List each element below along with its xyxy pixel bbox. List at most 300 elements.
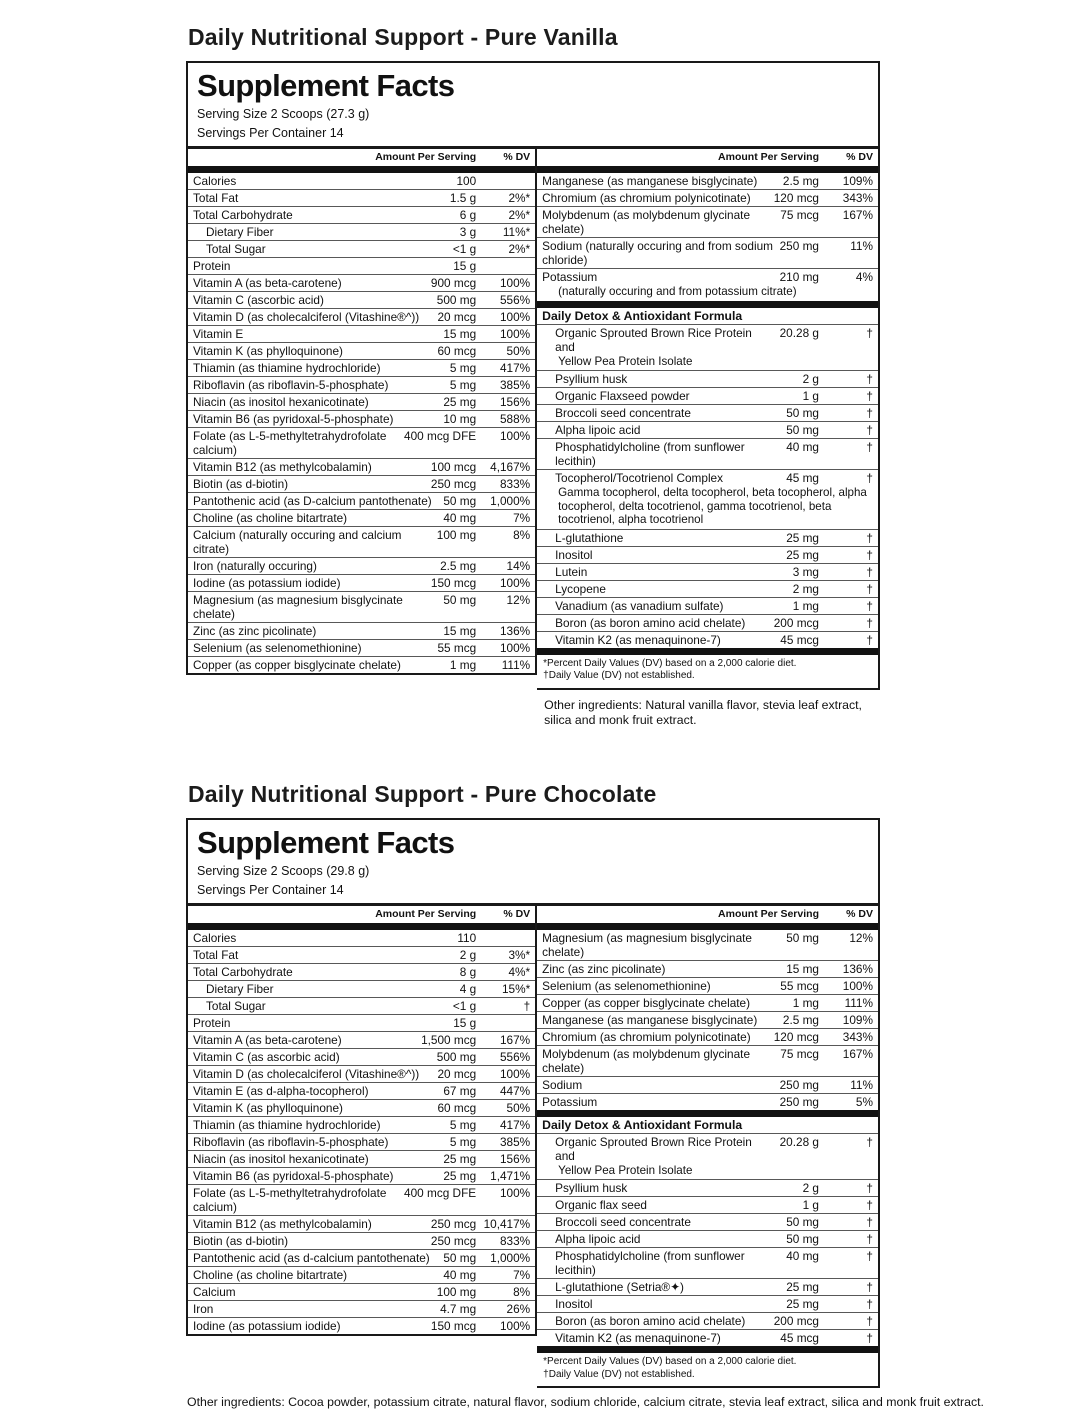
nutrient-name: Organic Flaxseed powder — [555, 389, 690, 403]
nutrient-dv: † — [866, 547, 873, 562]
nutrient-amount: 50 mg — [786, 1215, 819, 1229]
nutrient-name: Total Fat — [193, 947, 239, 962]
nutrient-name: Vitamin C (ascorbic acid) — [193, 293, 324, 307]
footnote-dv-basis: *Percent Daily Values (DV) based on a 2,000 calorie diet. — [543, 1356, 797, 1367]
nutrient-amount: 67 mg — [443, 1083, 477, 1098]
nutrient-dv: 588% — [499, 412, 531, 426]
nutrient-dv: † — [866, 1232, 873, 1246]
nutrient-dv: 100% — [499, 429, 531, 443]
nutrient-row — [188, 1082, 535, 1099]
nutrient-row — [537, 1133, 878, 1180]
nutrient-amount: 1 mg — [792, 598, 819, 613]
facts-columns — [186, 149, 880, 729]
nutrient-amount: 1 g — [802, 389, 819, 403]
nutrient-dv: † — [866, 440, 873, 454]
footnotes — [537, 1353, 878, 1386]
nutrient-name: Vitamin C (as ascorbic acid) — [193, 1049, 340, 1064]
nutrient-row — [537, 960, 878, 977]
nutrient-amount: 40 mg — [443, 511, 477, 525]
nutrient-dv: 7% — [513, 511, 531, 525]
nutrient-row — [188, 1133, 535, 1150]
nutrient-row — [537, 614, 878, 631]
footnotes — [537, 655, 878, 688]
nutrient-dv: † — [866, 1198, 873, 1212]
nutrient-dv: 111% — [844, 995, 873, 1010]
nutrient-row — [537, 206, 878, 237]
nutrient-amount: 25 mg — [786, 1297, 819, 1311]
nutrient-row — [188, 963, 535, 980]
nutrient-amount: 1,500 mcg — [421, 1032, 477, 1047]
nutrient-dv: 26% — [506, 1301, 531, 1316]
nutrient-amount: 2.5 mg — [782, 1012, 819, 1027]
nutrient-row — [537, 438, 878, 469]
nutrient-name: Psyllium husk — [555, 372, 628, 386]
nutrient-name: Chromium (as chromium polynicotinate) — [542, 1029, 751, 1044]
nutrient-dv: 100% — [499, 310, 531, 324]
nutrient-row — [188, 1300, 535, 1317]
nutrient-amount: 110 — [457, 930, 477, 945]
nutrient-row — [188, 1116, 535, 1133]
nutrient-name: Biotin (as d-biotin) — [193, 477, 289, 491]
nutrient-name: Vitamin B12 (as methylcobalamin) — [193, 460, 372, 474]
nutrient-name: Daily Detox & Antioxidant Formula — [542, 308, 743, 323]
nutrient-amount: <1 g — [452, 998, 477, 1013]
nutrient-row — [537, 324, 878, 371]
nutrient-dv: 136% — [842, 961, 873, 976]
nutrient-dv: 100% — [499, 641, 531, 655]
nutrient-row — [537, 1196, 878, 1213]
facts-header — [186, 61, 880, 149]
nutrient-row — [537, 173, 878, 189]
nutrient-amount: 15 mg — [786, 961, 819, 976]
nutrient-dv: 343% — [842, 1029, 873, 1044]
nutrient-dv: 3%* — [508, 947, 531, 962]
nutrient-rows-right — [537, 930, 878, 1354]
nutrient-name: Vitamin K2 (as menaquinone-7) — [555, 632, 721, 647]
amount-per-serving-header: Amount Per Serving — [375, 151, 477, 163]
nutrient-row — [188, 526, 535, 557]
nutrient-row — [188, 206, 535, 223]
nutrient-row — [537, 1230, 878, 1247]
nutrient-row — [188, 591, 535, 622]
nutrient-name: Chromium (as chromium polynicotinate) — [542, 191, 751, 205]
nutrient-amount: 4 g — [459, 981, 477, 996]
nutrient-row — [537, 1312, 878, 1329]
nutrient-amount: 250 mg — [779, 1077, 819, 1092]
nutrient-dv: 50% — [506, 1100, 531, 1115]
nutrient-name: Selenium (as selenomethionine) — [193, 641, 362, 655]
nutrient-dv: 2%* — [508, 208, 531, 222]
nutrient-dv: † — [866, 1249, 873, 1263]
nutrient-row — [537, 268, 878, 301]
nutrient-name: Calories — [193, 930, 237, 945]
nutrient-dv: 12% — [849, 930, 873, 945]
nutrient-dv: † — [866, 372, 873, 386]
nutrient-row — [537, 1213, 878, 1230]
nutrient-column-right — [537, 149, 880, 690]
nutrient-dv — [476, 931, 530, 945]
nutrient-row — [188, 1249, 535, 1266]
servings-per-container: Servings Per Container 14 — [197, 126, 344, 140]
nutrient-amount: 50 mg — [786, 1232, 819, 1246]
nutrient-dv: 447% — [499, 1083, 531, 1098]
nutrient-row — [537, 387, 878, 404]
nutrient-row — [188, 1283, 535, 1300]
nutrient-name: Folate (as L-5-methyltetrahydrofolate calcium) — [193, 429, 387, 457]
nutrient-name: Boron (as boron amino acid chelate) — [555, 1314, 746, 1328]
nutrient-name: Broccoli seed concentrate — [555, 1215, 691, 1229]
nutrient-dv: 4,167% — [490, 460, 531, 474]
nutrient-row — [537, 301, 878, 308]
nutrient-name: Vitamin D (as cholecalciferol (Vitashine®^)) — [193, 310, 420, 324]
amount-per-serving-header: Amount Per Serving — [718, 907, 819, 920]
nutrient-row — [188, 359, 535, 376]
nutrient-row — [537, 994, 878, 1011]
nutrient-dv: † — [866, 406, 873, 420]
nutrient-name: Total Carbohydrate — [193, 208, 293, 222]
nutrient-row — [537, 529, 878, 546]
nutrient-dv: † — [866, 423, 873, 437]
nutrient-amount: 45 mcg — [780, 1331, 819, 1345]
nutrient-row — [537, 546, 878, 563]
nutrient-name: Selenium (as selenomethionine) — [542, 978, 711, 993]
nutrient-row — [188, 492, 535, 509]
nutrient-name: Pantothenic acid (as d-calcium pantothenate) — [193, 1250, 430, 1265]
nutrient-amount: 45 mcg — [780, 632, 819, 647]
nutrient-name: Choline (as choline bitartrate) — [193, 511, 348, 525]
nutrient-dv: 167% — [842, 1046, 873, 1061]
nutrient-name: Tocopherol/Tocotrienol Complex — [555, 471, 724, 485]
chocolate-panel — [186, 780, 984, 1411]
nutrient-amount: 45 mg — [786, 471, 819, 485]
nutrient-amount: 1.5 g — [449, 191, 477, 205]
nutrient-name: Daily Detox & Antioxidant Formula — [542, 1117, 743, 1132]
nutrient-amount: 5 mg — [449, 1117, 477, 1132]
nutrient-name: Folate (as L-5-methyltetrahydrofolate calcium) — [193, 1185, 387, 1214]
nutrient-dv: 556% — [499, 293, 531, 307]
nutrient-row — [537, 1011, 878, 1028]
nutrient-amount: 20 mcg — [437, 310, 477, 324]
nutrient-name: Vitamin B6 (as pyridoxal-5-phosphate) — [193, 1168, 394, 1183]
nutrient-dv — [819, 1118, 873, 1132]
nutrient-row — [188, 308, 535, 325]
nutrient-amount: 55 mcg — [780, 978, 819, 993]
nutrient-row — [188, 639, 535, 656]
nutrient-amount: 20 mcg — [437, 1066, 477, 1081]
nutrient-amount: 1 g — [802, 1198, 819, 1212]
column-header — [537, 149, 878, 173]
nutrient-row — [188, 1184, 535, 1215]
nutrient-row — [537, 1295, 878, 1312]
nutrient-dv: 167% — [842, 208, 873, 222]
nutrient-amount: 1 mg — [792, 995, 819, 1010]
nutrient-name: Dietary Fiber — [206, 981, 274, 996]
nutrient-amount: 50 mg — [443, 1250, 477, 1265]
nutrient-dv: † — [866, 530, 873, 545]
other-ingredients: Other ingredients: Natural vanilla flavor, stevia leaf extract, silica and monk fruit extract. — [544, 697, 862, 727]
nutrient-name: Vitamin K (as phylloquinone) — [193, 1100, 343, 1115]
nutrient-dv: † — [866, 581, 873, 596]
nutrient-amount: 250 mcg — [430, 1233, 477, 1248]
nutrient-row — [188, 1317, 535, 1334]
nutrient-name: Vitamin E — [193, 327, 244, 341]
facts-header — [186, 818, 880, 906]
nutrient-dv: 167% — [499, 1032, 531, 1047]
nutrient-amount: 50 mg — [786, 406, 819, 420]
nutrient-dv: 156% — [499, 395, 531, 409]
nutrient-amount: 50 mg — [443, 494, 477, 508]
nutrient-dv: 8% — [513, 528, 531, 542]
nutrient-dv: 417% — [499, 1117, 531, 1132]
nutrient-amount: 25 mg — [443, 1151, 477, 1166]
nutrient-name: Vitamin B6 (as pyridoxal-5-phosphate) — [193, 412, 394, 426]
nutrient-row — [537, 404, 878, 421]
nutrient-name: Magnesium (as magnesium bisglycinate chelate) — [542, 930, 752, 959]
nutrient-dv — [476, 174, 530, 188]
nutrient-dv: 100% — [499, 576, 531, 590]
dv-header: % DV — [503, 907, 531, 920]
nutrient-dv: 385% — [499, 1134, 531, 1149]
footnote-dv-not-established: †Daily Value (DV) not established. — [543, 1368, 695, 1380]
nutrient-row — [537, 631, 878, 648]
nutrient-row — [188, 1048, 535, 1065]
nutrient-name: Iron — [193, 1301, 214, 1316]
nutrient-dv: 556% — [499, 1049, 531, 1064]
nutrient-dv: 7% — [513, 1267, 531, 1282]
nutrient-row — [537, 308, 878, 324]
nutrient-row — [537, 1045, 878, 1076]
nutrient-name: Dietary Fiber — [206, 225, 274, 239]
facts-title: Supplement Facts — [197, 824, 455, 860]
nutrient-name: Organic flax seed — [555, 1198, 647, 1212]
nutrient-dv: † — [866, 1297, 873, 1311]
nutrient-amount: 3 mg — [792, 564, 819, 579]
nutrient-amount: 2 g — [459, 947, 477, 962]
nutrient-dv — [476, 1016, 530, 1030]
nutrient-dv: 2%* — [508, 242, 531, 256]
nutrient-amount: 500 mg — [436, 293, 477, 307]
vanilla-panel — [186, 24, 880, 729]
nutrient-rows-right — [537, 173, 878, 655]
nutrient-amount: 2.5 mg — [440, 559, 477, 573]
nutrient-amount: 250 mg — [779, 1094, 819, 1109]
facts-title: Supplement Facts — [197, 68, 455, 103]
nutrient-row — [188, 1215, 535, 1232]
nutrient-amount: 15 g — [453, 259, 477, 273]
nutrient-name: Potassium — [542, 270, 598, 284]
nutrient-amount: 2 g — [802, 372, 819, 386]
nutrient-amount: 6 g — [459, 208, 477, 222]
nutrient-row — [188, 1014, 535, 1031]
amount-per-serving-header: Amount Per Serving — [718, 151, 819, 163]
nutrient-amount: 40 mg — [443, 1267, 477, 1282]
nutrient-amount: 50 mg — [786, 423, 819, 437]
nutrient-name: Lutein — [555, 564, 588, 579]
nutrient-amount: 120 mcg — [773, 191, 819, 205]
nutrient-row — [188, 997, 535, 1014]
nutrient-dv: † — [866, 1314, 873, 1328]
supplement-facts-box-chocolate — [186, 818, 984, 1411]
nutrient-name: Riboflavin (as riboflavin-5-phosphate) — [193, 378, 389, 392]
nutrient-name: Inositol — [555, 547, 593, 562]
nutrient-amount: 150 mcg — [430, 576, 477, 590]
nutrient-dv: † — [866, 598, 873, 613]
supplement-facts-box-vanilla — [186, 61, 880, 729]
nutrient-name: Broccoli seed concentrate — [555, 406, 691, 420]
nutrient-rows-left — [188, 173, 535, 673]
nutrient-dv: † — [523, 998, 531, 1013]
nutrient-row — [188, 980, 535, 997]
nutrient-amount: 100 mcg — [430, 460, 477, 474]
nutrient-dv: 100% — [499, 327, 531, 341]
nutrient-row — [537, 1110, 878, 1117]
other-ingredients: Other ingredients: Cocoa powder, potassium citrate, natural flavor, sodium chloride, calcium citrate, stevia leaf extract, silica and monk fruit extract. — [187, 1395, 984, 1409]
column-header — [188, 906, 535, 930]
nutrient-row — [188, 1099, 535, 1116]
nutrient-name: Protein — [193, 259, 231, 273]
nutrient-amount: 2.5 mg — [782, 174, 819, 188]
nutrient-dv: 111% — [501, 658, 531, 672]
serving-size: Serving Size 2 Scoops (29.8 g) — [197, 863, 370, 878]
nutrient-row — [188, 427, 535, 458]
nutrient-name: Total Sugar — [206, 998, 266, 1013]
nutrient-row — [537, 930, 878, 960]
nutrient-amount: 25 mg — [786, 1280, 819, 1294]
nutrient-amount: 400 mcg DFE — [404, 1185, 477, 1200]
nutrient-name: Niacin (as inositol hexanicotinate) — [193, 395, 369, 409]
nutrient-dv: 11%* — [502, 225, 531, 239]
nutrient-subtext: (naturally occuring and from potassium citrate) — [558, 285, 797, 298]
nutrient-name: Choline (as choline bitartrate) — [193, 1267, 348, 1282]
nutrient-dv: 100% — [499, 1066, 531, 1081]
nutrient-row — [188, 1065, 535, 1082]
nutrient-dv: 10,417% — [483, 1216, 531, 1231]
nutrient-dv: † — [866, 615, 873, 630]
nutrient-amount: 250 mcg — [430, 1216, 477, 1231]
nutrient-amount: 15 mg — [443, 327, 477, 341]
nutrient-row — [537, 1117, 878, 1133]
nutrient-dv: 833% — [499, 1233, 531, 1248]
nutrient-row — [537, 1278, 878, 1295]
nutrient-dv: 109% — [842, 174, 873, 188]
nutrient-row — [188, 393, 535, 410]
nutrient-row — [537, 563, 878, 580]
nutrient-name: Alpha lipoic acid — [555, 1232, 641, 1246]
nutrient-amount: 3 g — [459, 225, 477, 239]
servings-per-container: Servings Per Container 14 — [197, 882, 344, 897]
right-column-area — [537, 149, 880, 729]
nutrient-row — [537, 597, 878, 614]
nutrient-dv: † — [866, 325, 873, 340]
nutrient-dv: 8% — [513, 1284, 531, 1299]
nutrient-name: Calcium — [193, 1284, 236, 1299]
nutrient-name: Riboflavin (as riboflavin-5-phosphate) — [193, 1134, 389, 1149]
nutrient-amount: 15 g — [453, 1015, 477, 1030]
nutrient-dv: 385% — [499, 378, 531, 392]
nutrient-name: Alpha lipoic acid — [555, 423, 641, 437]
dv-header: % DV — [846, 907, 873, 920]
nutrient-name: Potassium — [542, 1094, 598, 1109]
nutrient-amount: 25 mg — [443, 1168, 477, 1183]
nutrient-dv: † — [866, 1331, 873, 1345]
nutrient-name: Thiamin (as thiamine hydrochloride) — [193, 361, 381, 375]
nutrient-name: Sodium (naturally occuring and from sodium chloride) — [542, 239, 773, 267]
footnote-dv-basis: *Percent Daily Values (DV) based on a 2,000 calorie diet. — [543, 657, 797, 669]
nutrient-name: Vitamin B12 (as methylcobalamin) — [193, 1216, 372, 1231]
dv-header: % DV — [503, 151, 531, 163]
nutrient-name: Magnesium (as magnesium bisglycinate chelate) — [193, 593, 403, 621]
nutrient-row — [188, 458, 535, 475]
nutrient-amount: 200 mcg — [773, 1314, 819, 1328]
nutrient-name: Vitamin D (as cholecalciferol (Vitashine®^)) — [193, 1066, 420, 1081]
nutrient-name: Organic Sprouted Brown Rice Protein and — [555, 325, 752, 354]
amount-per-serving-header: Amount Per Serving — [375, 907, 477, 920]
nutrient-row — [188, 509, 535, 526]
nutrient-column-right — [537, 906, 880, 1389]
nutrient-dv: 4%* — [508, 964, 531, 979]
nutrient-row — [188, 274, 535, 291]
nutrient-name: Calcium (naturally occuring and calcium citrate) — [193, 528, 402, 556]
column-header — [537, 906, 878, 930]
nutrient-name: Lycopene — [555, 581, 606, 596]
nutrient-row — [188, 475, 535, 492]
nutrient-column-left — [186, 149, 537, 675]
nutrient-dv — [476, 259, 530, 273]
nutrient-amount: 60 mcg — [437, 1100, 477, 1115]
nutrient-dv: † — [866, 1280, 873, 1294]
nutrient-amount: 55 mcg — [437, 641, 477, 655]
nutrient-amount: 100 mg — [436, 528, 477, 542]
nutrient-name: Iodine (as potassium iodide) — [193, 1318, 341, 1333]
nutrient-subtext: Gamma tocopherol, delta tocopherol, beta tocopherol, alpha tocopherol, delta tocotrienol, gamma tocotrienol, beta tocotrienol, alpha tocotrienol — [558, 486, 867, 526]
nutrient-name: Organic Sprouted Brown Rice Protein and — [555, 1134, 752, 1163]
nutrient-amount: <1 g — [452, 242, 477, 256]
nutrient-dv: 1,471% — [490, 1168, 531, 1183]
nutrient-name: L-glutathione (Setria®✦) — [555, 1280, 684, 1294]
nutrient-dv: 156% — [499, 1151, 531, 1166]
nutrient-name: Vitamin A (as beta-carotene) — [193, 276, 342, 290]
nutrient-amount: 4.7 mg — [440, 1301, 477, 1316]
nutrient-dv: 833% — [499, 477, 531, 491]
nutrient-amount: 900 mcg — [430, 276, 477, 290]
nutrient-amount: 2 mg — [792, 581, 819, 596]
nutrient-amount: 200 mcg — [773, 615, 819, 630]
nutrient-row — [188, 325, 535, 342]
nutrient-row — [188, 946, 535, 963]
nutrient-row — [188, 574, 535, 591]
nutrient-amount: 60 mcg — [437, 344, 477, 358]
nutrient-row — [537, 370, 878, 387]
nutrient-name: Calories — [193, 174, 237, 188]
nutrient-name: Zinc (as zinc picolinate) — [542, 961, 666, 976]
nutrient-name: Iodine (as potassium iodide) — [193, 576, 341, 590]
nutrient-amount: 40 mg — [786, 440, 819, 454]
nutrient-row — [537, 1247, 878, 1278]
nutrient-amount: 100 mg — [436, 1284, 477, 1299]
nutrient-row — [188, 1031, 535, 1048]
nutrient-dv: † — [866, 471, 873, 485]
nutrient-dv: † — [866, 632, 873, 647]
nutrient-name: Zinc (as zinc picolinate) — [193, 624, 317, 638]
nutrient-row — [188, 189, 535, 206]
nutrient-amount: 210 mg — [779, 270, 819, 284]
nutrient-row — [188, 410, 535, 427]
nutrient-row — [537, 469, 878, 529]
nutrient-row — [188, 1167, 535, 1184]
nutrient-name: Vanadium (as vanadium sulfate) — [555, 598, 724, 613]
nutrient-amount: 250 mcg — [430, 477, 477, 491]
nutrient-amount: 5 mg — [449, 1134, 477, 1149]
